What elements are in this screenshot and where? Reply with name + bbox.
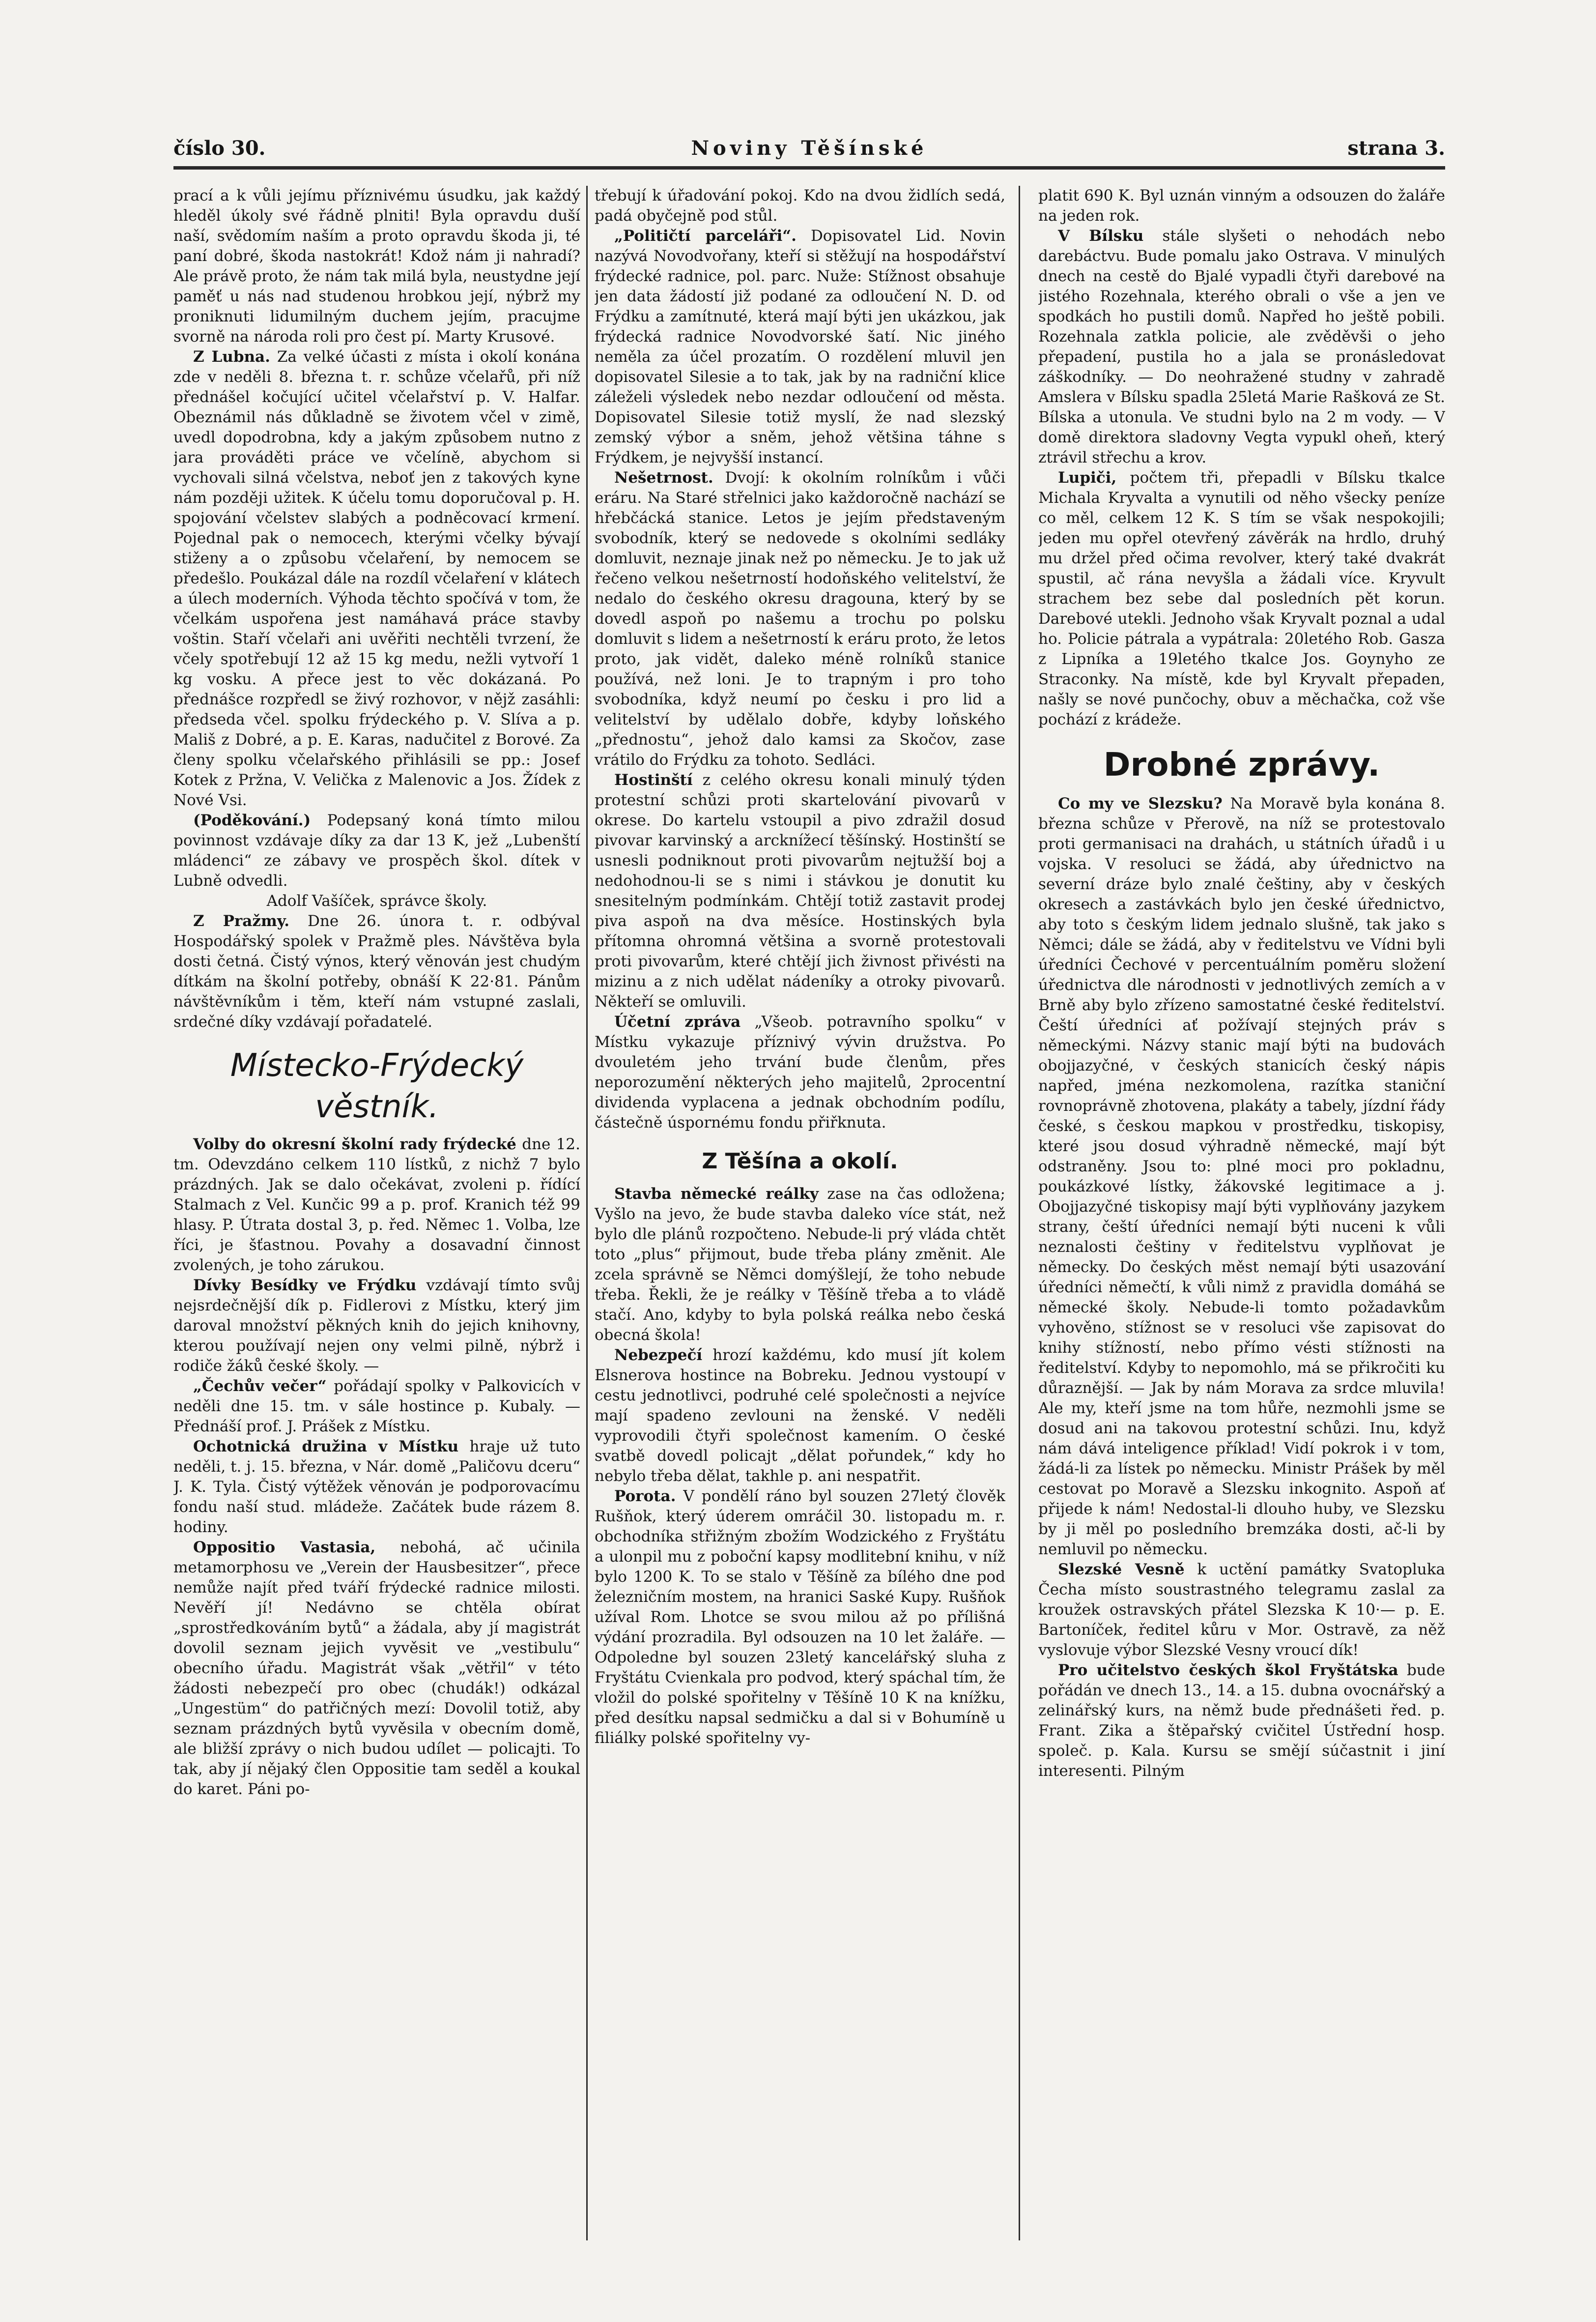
article-paragraph: Oppositio Vastasia, nebohá, ač učinila metamorphosu ve „Verein der Hausbesitzer“, přece nemůže najít před tváří frýdecké radnice milosti. Nevěří jí! Nedávno se chtěla obírat „sprostředkováním bytů“ a žádala, aby jí magistrát dovolil seznam jejich vyvěsit ve „vestibulu“ obecního úřadu. Magistrát však „větřil“ v této žádosti nebezpečí pro obec (chudák!) odkázal „Ungestüm“ do patřičných mezí: Dovolil totiž, aby seznam prázdných bytů vyvěsila v obecním domě, ale bližší zprávy o nich budou udílet — policajti. To tak, aby jí nějaký člen Oppositie tam seděl a koukal do karet. Páni po- <box>173 1538 580 1798</box>
article-paragraph: Dívky Besídky ve Frýdku vzdávají tímto svůj nejsrdečnější dík p. Fidlerovi z Místku, který jim daroval množství pěkných knih do jejich knihovny, kterou používají nejen ony velmi pilně, nýbrž i rodiče žáků české školy. — <box>173 1277 580 1375</box>
article-heading: Slezské Vesně <box>1058 1561 1185 1578</box>
section-heading: Místecko-Frýdecký věstník. <box>230 1047 524 1125</box>
signature: Adolf Vašíček, správce školy. <box>266 892 487 910</box>
newspaper-title: Noviny Těšínské <box>691 137 928 160</box>
article-paragraph: Z Pražmy. Dne 26. února t. r. odbýval Hospodářský spolek v Pražmě ples. Návštěva byla dosti četná. Čistý výnos, který věnován jest chudým dítkám na školní potřeby, obnáší K 22·81. Pánům návštěvníkům i těm, kteří nám vstupné zaslali, srdečné díky vzdávají pořadatelé. <box>173 912 580 1031</box>
article-heading: Pro učitelstvo českých škol Fryštátska <box>1058 1661 1398 1679</box>
article-paragraph: Porota. V pondělí ráno byl souzen 27letý člověk Rušňok, který úderem omráčil 30. listopadu m. r. obchodníka střižným zbožím Wodzického z Fryštátu a ulonpil mu z poboční kapsy modlitební knihu, v níž bylo 1200 K. To se stalo v Těšíně za bílého dne pod železničním mostem, na hranici Saské Kupy. Rušňok užíval Rom. Lhotce se svou milou až po přílišná výdání prozradila. Byl odsouzen na 10 let žaláře. — Odpoledne byl souzen 23letý kancelářský sluha z Fryštátu Cvienkala pro podvod, který spáchal tím, že vložil do polské spořitelny v Těšíně 10 K na knížku, před desítku napsal sedmičku a dal si v Bohumíně u filiálky polské spořitelny vy- <box>595 1487 1005 1747</box>
article-heading: Oppositio Vastasia, <box>193 1538 376 1556</box>
article-heading: Z Lubna. <box>193 348 270 366</box>
signature: Sedláci. <box>814 751 876 769</box>
column-divider <box>1019 186 1020 2240</box>
article-heading: Dívky Besídky ve Frýdku <box>193 1277 417 1294</box>
article-heading: „Čechův večer“ <box>193 1377 327 1395</box>
article-heading: Z Pražmy. <box>193 912 289 930</box>
section-heading: Drobné zprávy. <box>1103 746 1380 784</box>
article-paragraph: prací a k vůli jejímu příznivému úsudku, jak každý hleděl úkoly své řádně plniti! Byla opravdu duší naší, svědomím naším a proto opravdu škoda ji, té paní dobré, škoda nastokrát! Kdož nám ji nahradí? Ale právě proto, že nám tak milá byla, neustydne její paměť u nás nad studenou hrobkou její, nýbrž my proniknuti lidumilným duchem jejím, pracujme svorně na národa roli pro čest pí. Marty Krusové. <box>173 187 580 346</box>
article-paragraph: platit 690 K. Byl uznán vinným a odsouzen do žaláře na jeden rok. <box>1038 187 1445 225</box>
article-heading: „Političtí parceláři“. <box>614 227 797 245</box>
article-paragraph: Nešetrnost. Dvojí: k okolním rolníkům i vůči eráru. Na Staré střelnici jako každoročně nachází se hřebčácká stanice. Letos je jejím představeným svobodník, který se nedovede s okolními sedláky domluvit, neznaje jinak než po německu. Je to jak už řečeno velkou nešetrností hodoňského velitelství, že nedalo do českého okresu dragouna, který by se dovedl aspoň po našemu a trochu po polsku domluvit s lidem a nešetrností k eráru proto, že letos proto, jak vidět, daleko méně rolníků stanice používá, než loni. Je to trapným i pro toho svobodníka, když neumí po česku i pro lid a velitelství by udělalo dobře, kdyby loňského „přednostu“, jehož dalo kamsi za Skočov, zase vrátilo do Frýdku za tohoto. Sedláci. <box>595 469 1005 769</box>
article-paragraph: Nebezpečí hrozí každému, kdo musí jít kolem Elsnerova hostince na Bobreku. Jednou vystoupí v cestu jednotlivci, podruhé celé společnosti a nejvíce mají spadeno zevlouni na ženské. V neděli vyprovodili čtyři společnost kamením. O české svatbě dovedl policajt „dělat pořundek,“ kdy ho nebylo třeba dělat, takhle p. ani nespatřit. <box>595 1346 1005 1485</box>
column-3 <box>1038 186 1445 2240</box>
column-1 <box>173 186 580 2240</box>
article-heading: Stavba německé reálky <box>614 1185 819 1203</box>
article-paragraph: Co my ve Slezsku? Na Moravě byla konána 8. března schůze v Přerově, na níž se protestovalo proti germanisaci na drahách, u státních úřadů i u vojska. V resoluci se žádá, aby úřednictvo na severní dráze bylo znalé češtiny, aby v českých okresech a zastávkách bylo jen české úřednictvo, aby toto s českým lidem jednalo slušně, tak jako s Němci; dále se žádá, aby v ředitelstvu ve Vídni byli úředníci Čechové v percentuálním poměru složení úřednictva dle národnosti v jednotlivých zemích a v Brně aby bylo zřízeno samostatné české ředitelství. Čeští úředníci ať požívají stejných práv s německými. Názvy stanic mají býti na budovách obojjazyčné, v českých stanicích český nápis napřed, jména nezkomolena, razítka staniční rovnoprávně zhotovena, plakáty a tabely, jízdní řády české, s českou mapkou v prostředku, tiskopisy, které jsou dosud výhradně německé, mají být odstraněny. Jsou to: plné moci pro pokladnu, poukázkové lístky, žákovské legitimace a j. Obojjazyčné tiskopisy mají býti vyplňovány jazykem strany, čeští úředníci nemají býti nuceni k vůli neznalosti češtiny v ředitelstvu vyplňovat je německy. Do českých měst nemají býti usazování úředníci němečtí, k vůli nimž z pravidla domáhá se německé školy. Nebude-li tomto požadavkům vyhověno, stížnost se v resoluci vše zapisovat do knihy stížností, nebo přímo vésti stížnosti na ředitelství. Kdyby to nepomohlo, má se přikročiti ku důraznější. — Jak by nám Morava za srdce mluvila! Ale my, kteří jsme na tom hůře, nezmohli jsme se dosud ani na takovou protestní schůzi. Inu, když nám dává inteligence příklad! Vidí pokrok i v tom, žádá-li za lístek po německu. Ministr Prášek by měl cestovat po Moravě a Slezsku inkognito. Aspoň ať přijede k nám! Nedostal-li dlouho huby, ve Slezsku by ji měl po posledního bremzáka dosti, ač-li by nemluvil po německu. <box>1038 795 1445 1558</box>
article-heading: Nebezpečí <box>614 1346 703 1364</box>
article-heading: Volby do okresní školní rady frýdecké <box>193 1135 516 1153</box>
header-rule <box>173 166 1445 170</box>
article-paragraph: (Poděkování.) Podepsaný koná tímto milou povinnost vzdávaje díky za dar 13 K, jež „Lubenští mládenci“ ze zábavy ve prospěch škol. dítek v Lubně odvedli. <box>173 812 580 890</box>
article-heading: Porota. <box>614 1487 676 1505</box>
article-paragraph: V Bílsku stále slyšeti o nehodách nebo darebáctvu. Bude pomalu jako Ostrava. V minulých dnech na cestě do Bjalé vypadli čtyři darebové na jistého Rozehnala, kterého obrali o vše a jen ve spodkách ho pustili domů. Napřed ho ještě pobili. Rozehnala zatkla policie, ale zvěděvši o jeho přepadení, pustila ho a jala se pronásledovat záškodníky. — Do neohražené studny v zahradě Amslera v Bílsku spadla 25letá Marie Rašková ze St. Bílska a utonula. Ve studni bylo na 2 m vody. — V domě direktora sladovny Vegta vypukl oheň, který ztrávil střechu a krov. <box>1038 227 1445 466</box>
article-heading: Účetní zpráva <box>614 1013 741 1031</box>
article-paragraph: Pro učitelstvo českých škol Fryštátska bude pořádán ve dnech 13., 14. a 15. dubna ovocnářský a zelinářský kurs, na němž bude přednášeti řed. p. Frant. Zika a štěpařský cvičitel Ústřední hosp. společ. p. Kala. Kursu se smějí súčastnit i jiní interesenti. Pilným <box>1038 1661 1445 1780</box>
page-header <box>173 134 1445 163</box>
article-paragraph: Hostinští z celého okresu konali minulý týden protestní schůzi proti skartelování pivovarů v okrese. Do kartelu vstoupil a pivo zdražil dosud pivovar karvinský a arcknížecí těšínský. Hostinští se usnesli podniknout proti pivovarům nejtužší boj a nedohodnou-li se s nimi i stávkou je donutit ku snesitelným podmínkám. Chtějí totiž zastavit prodej piva aspoň na dva měsíce. Hostinských byla přítomna ohromná většina a svorně protestovali proti pivovarům, které chtějí jich živnost přivésti na mizinu a z nich udělat nádeníky a otroky pivovarů. Někteří se omluvili. <box>595 771 1005 1011</box>
column-2 <box>595 186 1005 2240</box>
article-paragraph: „Političtí parceláři“. Dopisovatel Lid. Novin nazývá Novodvořany, kteří si stěžují na hospodářství frýdecké radnice, pol. parc. Nuže: Stížnost obsahuje jen data žádostí již podané za odloučení N. D. od Frýdku a zamítnuté, která mají býti jen ukázkou, jak frýdecká radnice Novodvorské šatí. Nic jiného neměla za účel prozatím. O rozdělení mluvil jen dopisovatel Silesie a to tak, jak by na radniční klice záleželi výsledek nebo nezdar odloučení od města. Dopisovatel Silesie totiž myslí, že nad slezský zemský výbor a sněm, jehož většina táhne s Frýdkem, je nejvyšší instancí. <box>595 227 1005 466</box>
article-paragraph: Volby do okresní školní rady frýdecké dne 12. tm. Odevzdáno celkem 110 lístků, z nichž 7 bylo prázdných. Jak se dalo očekávat, zvoleni p. řídící Stalmach z Vel. Kunčic 99 a p. prof. Kranich též 99 hlasy. P. Útrata dostal 3, p. řed. Němec 1. Volba, lze říci, je šťastnou. Povahy a dosavadní činnost zvolených, je toho zárukou. <box>173 1135 580 1274</box>
article-paragraph: Ochotnická družina v Místku hraje už tuto neděli, t. j. 15. března, v Nár. domě „Paličovu dceru“ J. K. Tyla. Čistý výtěžek věnován je podporovacímu fondu naší stud. mládeže. Začátek bude rázem 8. hodiny. <box>173 1438 580 1536</box>
section-heading: Z Těšína a okolí. <box>702 1149 898 1174</box>
article-heading: Ochotnická družina v Místku <box>193 1438 459 1455</box>
article-paragraph: „Čechův večer“ pořádají spolky v Palkovicích v neděli dne 15. tm. v sále hostince p. Kubaly. — Přednáší prof. J. Prášek z Místku. <box>173 1377 580 1435</box>
article-heading: Co my ve Slezsku? <box>1058 795 1223 813</box>
article-heading: Nešetrnost. <box>614 469 713 487</box>
article-paragraph: Slezské Vesně k uctění památky Svatopluka Čecha místo soustrastného telegramu zaslal za kroužek ostravských přátel Slezska K 10·— p. E. Bartoníček, ředitel kůru v Mor. Ostravě, za něž vyslovuje výbor Slezské Vesny vroucí dík! <box>1038 1561 1445 1659</box>
column-divider <box>586 186 588 2240</box>
article-paragraph: Lupiči, počtem tři, přepadli v Bílsku tkalce Michala Kryvalta a vynutili od něho všecky peníze co měl, celkem 12 K. S tím se však nespokojili; jeden mu opřel otevřený závěrák na hrdlo, druhý mu držel před očima revolver, který také dvakrát spustil, ač rána nevyšla a žádali více. Kryvult strachem bez sebe dal posledních pět korun. Darebové utekli. Jednoho však Kryvalt poznal a udal ho. Policie pátrala a vypátrala: 20letého Rob. Gasza z Lipníka a 19letého tkalce Jos. Goynyho ze Straconky. Na místě, kde byl Kryvalt přepaden, našly se nové punčochy, obuv a měchačka, což vše pochází z krádeže. <box>1038 469 1445 728</box>
page-number: strana 3. <box>1347 137 1445 160</box>
article-paragraph: třebují k úřadování pokoj. Kdo na dvou židlích sedá, padá obyčejně pod stůl. <box>595 187 1005 225</box>
article-heading: (Poděkování.) <box>193 812 311 829</box>
article-paragraph: Účetní zpráva „Všeob. potravního spolku“ v Místku vykazuje příznivý vývin družstva. Po dvouletém jeho trvání bude členům, přes neporozumění některých jeho majitelů, 2procentní dividenda vyplacena a jednak obchodním podílu, částečně úspornému fondu přiřknuta. <box>595 1013 1005 1132</box>
article-heading: Hostinští <box>614 771 693 789</box>
issue-number: číslo 30. <box>173 137 266 160</box>
article-heading: Lupiči, <box>1058 469 1117 487</box>
article-heading: V Bílsku <box>1058 227 1144 245</box>
article-paragraph: Stavba německé reálky zase na čas odložena; Vyšlo na jevo, že bude stavba daleko více stát, než bylo dle plánů rozpočteno. Nebude-li prý vláda chtět toto „plus“ přijmout, bude třeba plány změnit. Ale zcela správně se Němci domýšlejí, že toho nebude třeba. Řekli, že je reálky v Těšíně třeba a to vládě stačí. Ano, kdyby to byla polská reálka nebo česká obecná škola! <box>595 1185 1005 1344</box>
article-paragraph: Z Lubna. Za velké účasti z místa i okolí konána zde v neděli 8. března t. r. schůze včelařů, při níž přednášel kočující učitel včelařství p. V. Halfar. Obeznámil nás důkladně se životem včel v zimě, uvedl dopodrobna, kdy a jakým způsobem nutno z jara prováděti práce ve včelíně, abychom si vychovali silná včelstva, neboť jen z takových kyne nám později užitek. K účelu tomu doporučoval p. H. spojování včelstev slabých a podněcovací krmení. Pojednal pak o nemocech, kterými včelky bývají stiženy a o způsobu včelaření, by nemocem se předešlo. Poukázal dále na rozdíl včelaření v klátech a úlech moderních. Výhoda těchto spočívá v tom, že včelkám uspořena jest namáhavá práce stavby voštin. Staří včelaři ani uvěřiti nechtěli tvrzení, že včely spotřebují 12 až 15 kg medu, nežli vytvoří 1 kg vosku. A přece jest to věc dokázaná. Po přednášce rozpředl se živý rozhovor, v nějž zasáhli: předseda včel. spolku frýdeckého p. V. Slíva a p. Mališ z Dobré, a p. E. Karas, nadučitel z Borové. Za členy spolku včelařského přihlásili se pp.: Josef Kotek z Pržna, V. Velička z Malenovic a Jos. Žídek z Nové Vsi. <box>173 348 580 809</box>
